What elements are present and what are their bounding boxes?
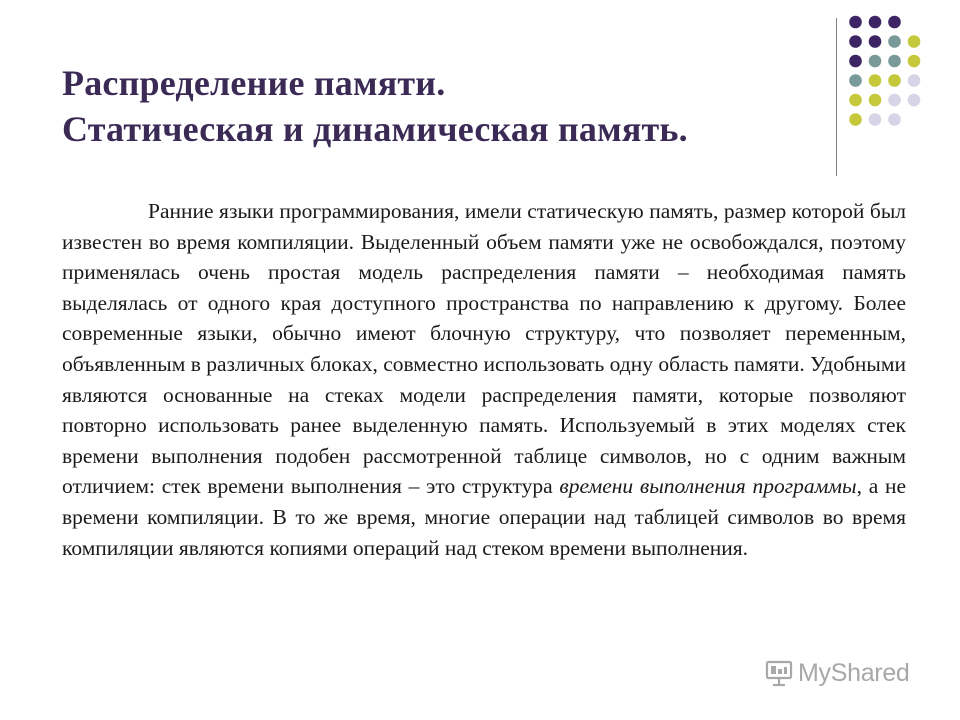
body-paragraph (62, 196, 906, 563)
vertical-divider (836, 18, 837, 176)
decorative-dot (888, 16, 901, 29)
decorative-dot (869, 74, 882, 87)
decorative-dot (869, 55, 882, 68)
slide-title-line-1: Распределение памяти. (62, 63, 446, 103)
decorative-dot (908, 35, 921, 48)
body-text-emphasis: времени выполнения программы (559, 474, 857, 499)
decorative-dot (888, 74, 901, 87)
decorative-dot (849, 35, 862, 48)
decorative-dot (908, 74, 921, 87)
body-text-part-1: Ранние языки программирования, имели статическую память, размер которой был известен во время компиляции. Выделенный объем памяти уже не освобождался, поэтому применялась очень простая модель распределения памяти – необходимая память выделялась от одного края доступного пространства по направлению к другому. Более современные языки, обычно имеют блочную структуру, что позволяет переменным, объявленным в различных блоках, совместно использовать одну область памяти. Удобными являются основанные на стеках модели распределения памяти, которые позволяют повторно использовать ранее выделенную память. Используемый в этих моделях стек времени выполнения подобен рассмотренной таблице символов, но с одним важным отличием: стек времени выполнения – это структура (62, 199, 906, 499)
decorative-dot (908, 55, 921, 68)
decorative-dot-grid (848, 12, 948, 162)
watermark-text: MyShared (798, 658, 910, 687)
decorative-dot (849, 55, 862, 68)
decorative-dot (869, 94, 882, 107)
decorative-dot (849, 16, 862, 29)
decorative-dot (888, 94, 901, 107)
decorative-dot (869, 35, 882, 48)
decorative-dot (908, 94, 921, 107)
decorative-dot (888, 35, 901, 48)
decorative-dot (888, 55, 901, 68)
presentation-board-icon (764, 658, 794, 688)
decorative-dot (869, 113, 882, 126)
decorative-dot (869, 16, 882, 29)
decorative-dot (849, 94, 862, 107)
slide-title-line-2: Статическая и динамическая память. (62, 109, 688, 149)
decorative-dot (888, 113, 901, 126)
decorative-dot (849, 74, 862, 87)
body-text-part-2: , а не времени компиляции. В то же время, многие операции над таблицей символов во время компиляции являются копиями операций над стеком времени выполнения. (62, 474, 906, 560)
decorative-dot (849, 113, 862, 126)
slide-title (62, 60, 822, 152)
watermark (764, 656, 910, 690)
